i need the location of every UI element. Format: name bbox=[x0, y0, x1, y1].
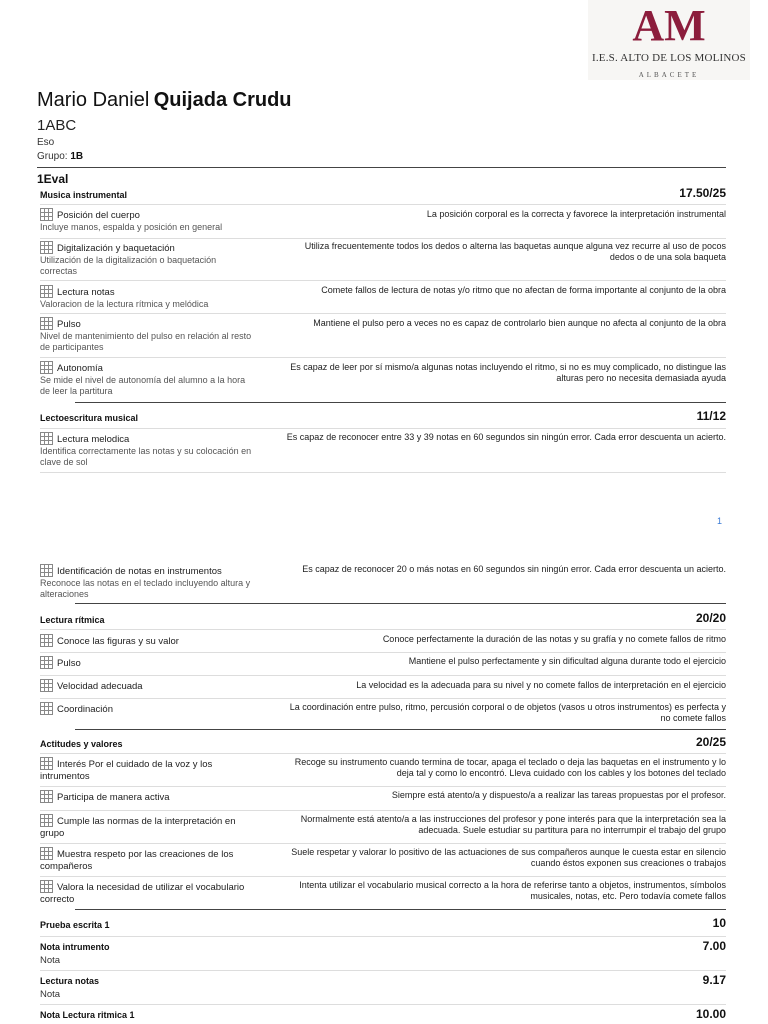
item-title: Muestra respeto por las creaciones de los compañeros bbox=[40, 849, 234, 872]
grade-score: 9.17 bbox=[702, 973, 726, 987]
item-title: Participa de manera activa bbox=[40, 790, 726, 804]
grade-title: Nota Lectura ritmica 1 bbox=[40, 1010, 135, 1020]
divider bbox=[75, 402, 726, 403]
grade-subtitle: Nota bbox=[40, 955, 61, 966]
item-subtitle: Valoracion de la lectura rítmica y melódica bbox=[40, 299, 209, 309]
grade-score: 10.00 bbox=[695, 1007, 726, 1021]
item-description: Utiliza frecuentemente todos los dedos o alterna las baquetas aunque alguna vez recurre al uso de pocos dedos o de una sola baqueta bbox=[304, 241, 726, 262]
list-item bbox=[40, 847, 726, 873]
grid-icon bbox=[40, 317, 53, 330]
item-title: Interés Por el cuidado de la voz y los intrumentos bbox=[40, 759, 213, 782]
section-score: 17.50/25 bbox=[679, 186, 726, 200]
divider bbox=[37, 167, 726, 168]
list-item bbox=[40, 564, 726, 600]
grade-score: 7.00 bbox=[702, 939, 726, 953]
item-subtitle: Se mide el nivel de autonomía del alumno a la hora de leer la partitura bbox=[40, 375, 246, 396]
group bbox=[37, 151, 83, 162]
item-description: Es capaz de reconocer entre 33 y 39 notas en 60 segundos sin ningún error. Cada error descuenta un acierto. bbox=[286, 432, 726, 442]
grade-title: Lectura notas bbox=[40, 976, 100, 986]
item-description: Es capaz de leer por sí mismo/a algunas notas incluyendo el ritmo, si no es muy complicado, no distingue las alturas pero no necesita demasiada ayuda bbox=[290, 362, 726, 383]
item-title: Conoce las figuras y su valor bbox=[40, 634, 726, 648]
grid-icon bbox=[40, 790, 53, 803]
item-title: Lectura melodica bbox=[40, 432, 726, 446]
school-city: ALBACETE bbox=[638, 71, 700, 79]
divider bbox=[40, 204, 726, 205]
divider bbox=[40, 1004, 726, 1005]
grade-subtitle: Nota bbox=[40, 989, 61, 1000]
divider bbox=[40, 843, 726, 844]
grid-icon bbox=[40, 634, 53, 647]
list-item bbox=[40, 361, 726, 397]
course: 1ABC bbox=[37, 117, 77, 134]
divider bbox=[40, 936, 726, 937]
item-description: Comete fallos de lectura de notas y/o ritmo que no afectan de forma importante al conjunto de la obra bbox=[321, 285, 726, 295]
grade-title: Prueba escrita 1 bbox=[40, 920, 110, 930]
item-title: Pulso bbox=[40, 317, 726, 331]
list-item bbox=[40, 790, 726, 804]
item-description: Es capaz de reconocer 20 o más notas en 60 segundos sin ningún error. Cada error descuenta un acierto. bbox=[302, 564, 726, 574]
divider bbox=[40, 786, 726, 787]
item-subtitle: Identifica correctamente las notas y su colocación en clave de sol bbox=[40, 446, 252, 467]
grid-icon bbox=[40, 679, 53, 692]
list-item bbox=[40, 208, 726, 233]
list-item bbox=[40, 656, 726, 670]
list-item bbox=[40, 679, 726, 693]
divider bbox=[75, 909, 726, 910]
level: Eso bbox=[37, 137, 55, 148]
divider bbox=[40, 876, 726, 877]
section-title: Musica instrumental bbox=[40, 190, 128, 200]
grid-icon bbox=[40, 361, 53, 374]
item-description: Suele respetar y valorar lo positivo de las actuaciones de sus compañeros aunque le cuesta estar en silencio cuando éstos exponen sus creaciones o trabajos bbox=[291, 847, 726, 868]
list-item bbox=[40, 880, 726, 906]
item-title: Coordinación bbox=[40, 702, 726, 716]
group-value: 1B bbox=[70, 151, 84, 162]
grid-icon bbox=[40, 432, 53, 445]
grade-score: 10 bbox=[712, 916, 726, 930]
student-last-name: Quijada Crudu bbox=[153, 89, 292, 111]
divider bbox=[40, 698, 726, 699]
grid-icon bbox=[40, 241, 53, 254]
grade-title: Nota intrumento bbox=[40, 942, 110, 952]
grid-icon bbox=[40, 285, 53, 298]
divider bbox=[40, 810, 726, 811]
list-item bbox=[40, 432, 726, 468]
list-item bbox=[40, 757, 726, 783]
evaluation-title: 1Eval bbox=[37, 172, 69, 186]
divider bbox=[40, 753, 726, 754]
grid-icon bbox=[40, 702, 53, 715]
school-logo-mark bbox=[614, 2, 724, 48]
section-score: 11/12 bbox=[696, 409, 726, 423]
item-subtitle: Utilización de la digitalización o baquetación correctas bbox=[40, 255, 217, 276]
item-title: Cumple las normas de la interpretación en grupo bbox=[40, 816, 236, 839]
divider bbox=[40, 313, 726, 314]
list-item bbox=[40, 241, 726, 277]
grid-icon bbox=[40, 847, 53, 860]
item-title: Identificación de notas en instrumentos bbox=[40, 564, 726, 578]
school-name: I.E.S. ALTO DE LOS MOLINOS bbox=[591, 52, 747, 64]
item-subtitle: Incluye manos, espalda y posición en general bbox=[40, 222, 223, 232]
grid-icon bbox=[40, 208, 53, 221]
item-description: Recoge su instrumento cuando termina de tocar, apaga el teclado o deja las baquetas en el instrumento y lo deja tal y como lo encontró. Lleva cuidado con los cables y los botones del teclado bbox=[294, 757, 726, 778]
item-title: Valora la necesidad de utilizar el vocabulario correcto bbox=[40, 882, 245, 905]
list-item bbox=[40, 702, 726, 723]
item-description: Normalmente está atento/a a las instrucciones del profesor y pone interés para que la interpretación sea la adecuada. Suele estudiar su partitura para no interrumpir el trabajo del grupo bbox=[300, 814, 726, 835]
list-item bbox=[40, 317, 726, 353]
group-label: Grupo: bbox=[37, 151, 68, 162]
item-title: Pulso bbox=[40, 656, 726, 670]
item-subtitle: Reconoce las notas en el teclado incluyendo altura y alteraciones bbox=[40, 578, 251, 599]
item-title: Autonomía bbox=[40, 361, 726, 375]
grid-icon bbox=[40, 880, 53, 893]
item-description: Conoce perfectamente la duración de las notas y su grafía y no comete fallos de ritmo bbox=[382, 634, 726, 644]
divider bbox=[40, 675, 726, 676]
divider bbox=[40, 428, 726, 429]
item-title: Posición del cuerpo bbox=[40, 208, 726, 222]
student-first-name: Mario Daniel bbox=[37, 89, 150, 111]
section-score: 20/20 bbox=[695, 611, 726, 625]
item-title: Lectura notas bbox=[40, 285, 726, 299]
divider bbox=[40, 970, 726, 971]
item-description: La velocidad es la adecuada para su nivel y no comete fallos de interpretación en el ejercicio bbox=[356, 680, 726, 690]
school-logo bbox=[588, 0, 750, 80]
item-description: Siempre está atento/a y dispuesto/a a realizar las tareas propuestas por el profesor. bbox=[391, 790, 726, 800]
grid-icon bbox=[40, 564, 53, 577]
item-description: Mantiene el pulso perfectamente y sin dificultad alguna durante todo el ejercicio bbox=[408, 656, 726, 666]
item-description: La posición corporal es la correcta y favorece la interpretación instrumental bbox=[426, 209, 726, 219]
section-score: 20/25 bbox=[695, 735, 726, 749]
logo-letters: AM bbox=[632, 2, 706, 48]
page-number: 1 bbox=[717, 516, 723, 526]
list-item bbox=[40, 285, 726, 310]
item-description: Mantiene el pulso pero a veces no es capaz de controlarlo bien aunque no afecta al conjunto de la obra bbox=[313, 318, 726, 328]
item-title: Velocidad adecuada bbox=[40, 679, 726, 693]
item-description: Intenta utilizar el vocabulario musical correcto a la hora de referirse tanto a objetos, instrumentos, símbolos musicales, notas, etc. Pero todavía comete fallos bbox=[299, 880, 726, 901]
divider bbox=[40, 629, 726, 630]
divider bbox=[75, 729, 726, 730]
divider bbox=[40, 357, 726, 358]
section-title: Lectura rítmica bbox=[40, 615, 105, 625]
divider bbox=[40, 238, 726, 239]
grid-icon bbox=[40, 757, 53, 770]
item-subtitle: Nivel de mantenimiento del pulso en relación al resto de participantes bbox=[40, 331, 252, 352]
student-name bbox=[37, 89, 292, 112]
grid-icon bbox=[40, 656, 53, 669]
list-item bbox=[40, 814, 726, 840]
section-title: Lectoescritura musical bbox=[40, 413, 139, 423]
section-title: Actitudes y valores bbox=[40, 739, 123, 749]
item-description: La coordinación entre pulso, ritmo, percusión corporal o de objetos (vasos u otros instrumentos) es perfecta y no comete fallos bbox=[289, 702, 726, 723]
divider bbox=[40, 280, 726, 281]
grid-icon bbox=[40, 814, 53, 827]
divider bbox=[40, 652, 726, 653]
divider bbox=[40, 472, 726, 473]
list-item bbox=[40, 634, 726, 648]
divider bbox=[75, 603, 726, 604]
item-title: Digitalización y baquetación bbox=[40, 241, 726, 255]
